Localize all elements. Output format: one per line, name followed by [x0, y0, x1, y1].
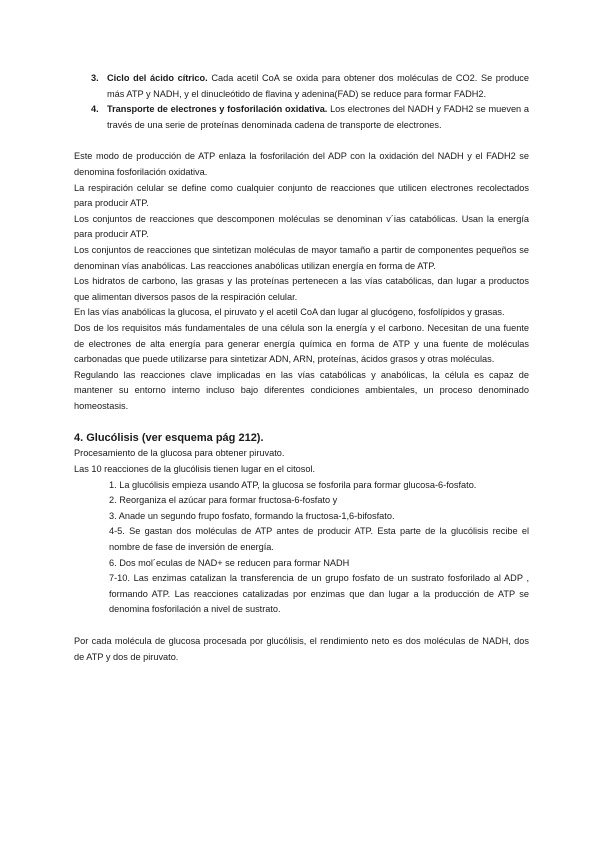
- glycolysis-step: 2. Reorganiza el azúcar para formar fructosa-6-fosfato y: [109, 495, 338, 506]
- list-item-title: Ciclo del ácido cítrico.: [107, 73, 208, 83]
- respiration-steps-list: [74, 71, 529, 133]
- paragraph: La respiración celular se define como cualquier conjunto de reacciones que utilicen electrones recolectados para producir ATP.: [74, 182, 529, 209]
- section-heading: 4. Glucólisis (ver esquema pág 212).: [74, 432, 264, 445]
- glycolysis-step: 7-10. Las enzimas catalizan la transferencia de un grupo fosfato de un sustrato fosforilado al ADP , formando ATP. Las reacciones catalizadas por enzimas que dan lugar a la producción de ATP se denomina fosforilación a nivel de sustrato.: [109, 573, 529, 615]
- glycolysis-step: 6. Dos mol´eculas de NAD+ se reducen para formar NADH: [109, 557, 350, 568]
- list-number: 4.: [91, 104, 99, 115]
- paragraph: Los hidratos de carbono, las grasas y las proteínas pertenecen a las vías catabólicas, dan lugar a productos que alimentan diversos pasos de la respiración celular.: [74, 276, 529, 302]
- list-item: [74, 71, 529, 102]
- paragraph: Dos de los requisitos más fundamentales de una célula son la energía y el carbono. Necesitan de una fuente de electrones de alta energía para generar energía química en forma de ATP y una fuente de moléculas carbonadas que puede utilizarse para sintetizar ADN, ARN, proteínas, ácidos grasos y otras moléculas.: [74, 322, 529, 365]
- section-intro: Las 10 reacciones de la glucólisis tienen lugar en el citosol.: [74, 464, 316, 475]
- paragraph: Este modo de producción de ATP enlaza la fosforilación del ADP con la oxidación del NADH y el FADH2 se denomina fosforilación oxidativa.: [74, 151, 529, 177]
- section-intro: Procesamiento de la glucosa para obtener piruvato.: [74, 448, 285, 459]
- glycolysis-step: 3. Anade un segundo frupo fosfato, formando la fructosa-1,6-bifosfato.: [109, 510, 395, 521]
- glycolysis-step: 1. La glucólisis empieza usando ATP, la glucosa se fosforila para formar glucosa-6-fosfato.: [109, 479, 477, 490]
- paragraph: Regulando las reacciones clave implicadas en las vías catabólicas y anabólicas, la célula es capaz de mantener su entorno interno incluso bajo diferentes condiciones ambientales, un proceso denominado homeostasis.: [74, 369, 529, 411]
- glycolysis-step: 4-5. Se gastan dos moléculas de ATP antes de producir ATP. Esta parte de la glucólisis recibe el nombre de fase de inversión de energía.: [109, 526, 529, 553]
- glycolysis-steps: [74, 478, 529, 618]
- list-item-title: Transporte de electrones y fosforilación oxidativa.: [107, 104, 328, 115]
- list-item-text: Los electrones del NADH y FADH2 se mueven a través de una serie de proteínas denominada cadena de transporte de electrones.: [107, 104, 529, 130]
- list-item: [74, 102, 529, 133]
- list-number: 3.: [91, 73, 99, 83]
- section-conclusion: Por cada molécula de glucosa procesada por glucólisis, el rendimiento neto es dos moléculas de NADH, dos de ATP y dos de piruvato.: [74, 636, 529, 662]
- paragraph: En las vías anabólicas la glucosa, el piruvato y el acetil CoA dan lugar al glucógeno, fosfolípidos y grasas.: [74, 307, 505, 318]
- list-item-text: Cada acetil CoA se oxida para obtener dos moléculas de CO2. Se produce más ATP y NADH, y el dinucleótido de flavina y adenina(FAD) se reduce para formar FADH2.: [107, 73, 530, 99]
- paragraph: Los conjuntos de reacciones que sintetizan moléculas de mayor tamaño a partir de componentes pequeños se denominan vías anabólicas. Las reacciones anabólicas utilizan energía en forma de ATP.: [74, 244, 529, 271]
- paragraph: Los conjuntos de reacciones que descomponen moléculas se denominan v´ias catabólicas. Usan la energía para producir ATP.: [74, 213, 529, 240]
- page-content: [74, 71, 529, 665]
